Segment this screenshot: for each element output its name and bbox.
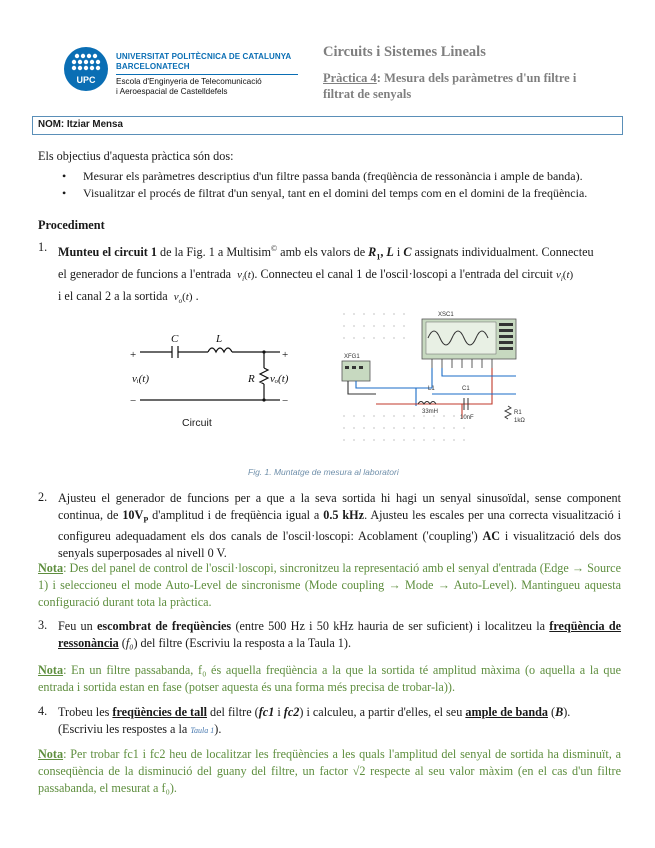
note-2-label: Nota: [38, 663, 64, 677]
note-1: [38, 560, 621, 611]
ms-label-r1-value: 1kΩ: [514, 418, 525, 424]
logo-text: UPC: [76, 75, 96, 85]
step-4-line-2b: ).: [214, 722, 222, 736]
sch-label-c: C: [171, 333, 179, 345]
university-name: [116, 52, 291, 71]
step-1-line-3: i el canal 2 a la sortida: [58, 288, 168, 303]
ms-label-xsc1: XSC1: [438, 312, 454, 318]
step-1-text-a: de la Fig. 1 a Multisim: [156, 245, 272, 260]
practice-title-line-1: : Mesura dels paràmetres d'un filtre i: [376, 71, 577, 85]
note-3: [38, 746, 621, 797]
practice-title-line-2: filtrat de senyals: [323, 87, 412, 101]
circuit-label: Circuit: [182, 417, 212, 429]
bullet-marker: •: [62, 186, 67, 200]
bullet-2: Visualitzar el procés de filtrat d'un senyal, tant en el domini del temps com en el domini de la freqüència.: [83, 186, 588, 200]
step-3-text-b: (entre 500 Hz i 50 kHz hauria de ser suficient) i localitzeu la: [231, 619, 550, 633]
university-line-1: UNIVERSITAT POLITÈCNICA DE CATALUNYA: [116, 52, 292, 61]
step-3-bold-1: escombrat de freqüències: [96, 619, 232, 633]
note-1-label: Nota: [38, 561, 64, 575]
ms-label-l1-value: 33mH: [422, 409, 439, 415]
step-4-number: 4.: [38, 704, 48, 718]
note-3-label: Nota: [38, 747, 64, 761]
step-3-text-a: Feu un: [58, 619, 97, 633]
svg-text:−: −: [282, 395, 289, 407]
step-2-text-d: i visualització dels dos senyals superposades al nivell 0 V.: [58, 529, 621, 561]
step-2-amplitude-sub: P: [143, 515, 149, 525]
upc-logo: [64, 47, 108, 91]
figure-caption: Fig. 1. Muntatge de mesura al laboratori: [248, 467, 399, 477]
step-4-text-b: del filtre (: [206, 705, 259, 719]
copyright-sign: ©: [271, 244, 278, 253]
step-2-number: 2.: [38, 490, 48, 504]
university-line-2: BARCELONATECH: [116, 61, 190, 71]
ms-label-c1-value: 10nF: [460, 415, 474, 421]
step-3-text-c: (: [118, 636, 126, 650]
note-3-text: : Per trobar fc1 i fc2 heu de localitzar les freqüències a les quals l'amplitud del senyal de sortida ha disminuït, a conseqüència de la disminució del guany del filtre, un factor √2 respecte al seu valor màxim (en el cas d'un filtre passabanda, el mesurat a f₀).: [38, 747, 621, 795]
sch-label-vi: vᵢ(t): [132, 373, 150, 385]
step-2-frequency: 0.5 kHz: [323, 508, 365, 522]
note-1-text: : Des del panel de control de l'oscil·loscopi, sincronitzeu la representació amb el senyal d'entrada (Edge → Source 1) i seleccioneu el mode Auto-Level de sincronisme (Mode coupling → Mode → Auto-Level). Mantingueu aquesta configuració durant tota la pràctica.: [38, 561, 621, 609]
ms-label-c1: C1: [462, 386, 470, 392]
ms-label-xfg1: XFG1: [344, 354, 360, 360]
step-4-text-a: Trobeu les: [58, 705, 113, 719]
step-1-text: Munteu el circuit 1 de la Fig. 1 a Multisim© amb els valors de $R_1$, L i C assignats individualment. Connecteu el generador de funcions a l'entrada $v_i(t)$. Connecteu el canal 1 de l'oscil·loscopi a l'entrada del circuit $v_i(t)$ i el canal 2 a la sortida $v_o(t)$ .: [58, 244, 594, 305]
intro-text: Els objectius d'aquesta pràctica són dos:: [38, 149, 234, 163]
bullet-1: Mesurar els paràmetres descriptius d'un filtre passa banda (freqüència de ressonància i ample de banda).: [83, 169, 583, 183]
step-2-text-a: Ajusteu el generador de funcions per a que a la seva sortida hi hagi un senyal sinusoïdal, sense component continua, de: [58, 491, 621, 522]
ms-label-r1: R1: [514, 410, 522, 416]
note-2-text: : En un filtre passabanda, f₀ és aquella freqüència a la que la sortida té amplitud màxima (o aquella a la que entrada i sortida estan en fase (potser aquesta és una forma més precisa de trobar-la)).: [38, 663, 621, 694]
step-3-f0: f₀: [125, 636, 134, 650]
sch-label-r: R: [248, 373, 255, 385]
step-4-text-d: ) i calculeu, a partir d'elles, el seu: [299, 705, 466, 719]
step-4-fc1: fc1: [258, 705, 275, 719]
step-1-line-2b: . Connecteu el canal 1 de l'oscil·loscopi a l'entrada del circuit: [254, 266, 553, 281]
svg-text:−: −: [130, 395, 137, 407]
name-field: NOM: Itziar Mensa: [38, 119, 123, 130]
procedure-heading: Procediment: [38, 218, 105, 232]
step-4-text-c: i: [274, 705, 284, 719]
note-2: [38, 662, 621, 696]
school-line-2: i Aeroespacial de Castelldefels: [116, 87, 228, 96]
step-2-ac: AC: [482, 529, 501, 544]
step-4-bold-2: ample de banda: [465, 705, 548, 719]
step-2-text-c: . Ajusteu les escales per una correcta visualització i configureu adequadament els dos canals de l'oscil·loscopi: Acoblament ('coupling'): [58, 508, 621, 544]
step-4-b: B: [555, 705, 564, 719]
step-4-text: [58, 704, 621, 739]
step-3-bold-2: freqüència de ressonància: [58, 619, 622, 650]
practice-title: [323, 70, 613, 102]
step-1-text-c: assignats individualment. Connecteu: [411, 245, 594, 260]
svg-text:+: +: [282, 349, 289, 361]
step-4-fc2: fc2: [283, 705, 300, 719]
step-1-bold: Munteu el circuit 1: [58, 245, 157, 260]
step-4-bold-1: freqüències de tall: [112, 705, 207, 719]
step-2-text-b: d'amplitud i de freqüència igual a: [148, 508, 324, 522]
step-3-text-d: ) del filtre (Escriviu la resposta a la Taula 1).: [133, 636, 351, 650]
step-4-text-f: ).: [563, 705, 571, 719]
school-line-1: Escola d'Enginyeria de Telecomunicació: [116, 77, 262, 86]
sch-label-l: L: [216, 333, 223, 345]
school-name: [116, 77, 262, 97]
ms-label-l1: L1: [428, 386, 435, 392]
step-1-line-2: el generador de funcions a l'entrada: [58, 266, 232, 281]
multisim-screenshot: [336, 306, 528, 456]
circuit-schematic: [130, 330, 300, 410]
step-2-text: [58, 490, 621, 562]
svg-text:+: +: [130, 349, 137, 361]
practice-label: Pràctica 4: [323, 71, 377, 85]
table-1-reference: Taula 1: [190, 726, 215, 735]
header-divider: [116, 74, 298, 75]
step-3-text: [58, 618, 621, 652]
step-2-amplitude: 10V: [122, 508, 144, 522]
step-1-number: 1.: [38, 240, 48, 254]
step-4-line-2: (Escriviu les respostes a la: [58, 722, 191, 736]
sch-label-vo: vₒ(t): [270, 373, 289, 385]
bullet-marker: •: [62, 169, 67, 183]
step-4-text-e: (: [547, 705, 556, 719]
course-title: Circuits i Sistemes Lineals: [323, 44, 486, 60]
step-3-number: 3.: [38, 618, 48, 632]
step-1-text-b: amb els valors de: [277, 245, 369, 260]
